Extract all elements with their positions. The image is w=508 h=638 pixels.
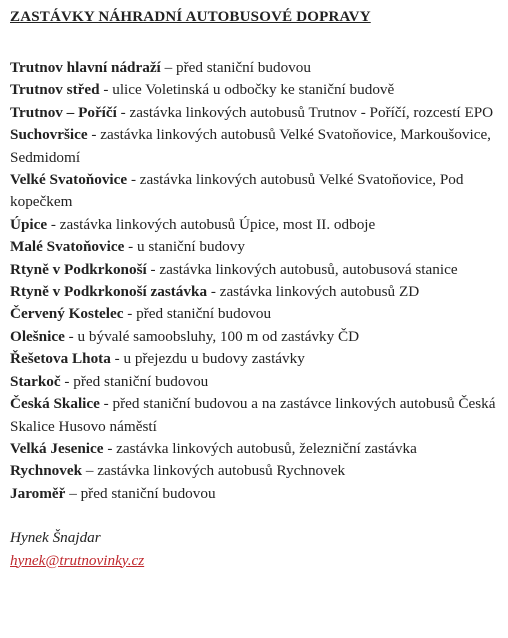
page-title: ZASTÁVKY NÁHRADNÍ AUTOBUSOVÉ DOPRAVY — [10, 9, 371, 25]
stop-description: - zastávka linkových autobusů ZD — [207, 283, 420, 301]
stop-name: Rtyně v Podkrkonoší — [10, 260, 147, 278]
list-item — [10, 393, 502, 438]
stop-name: Rtyně v Podkrkonoší zastávka — [10, 283, 208, 301]
author-name: Hynek Šnajdar — [10, 529, 101, 547]
stop-name: Velké Svatoňovice — [10, 171, 128, 189]
list-item — [10, 303, 502, 325]
stop-description: – zastávka linkových autobusů Rychnovek — [82, 462, 346, 480]
stop-name: Starkoč — [10, 372, 61, 390]
list-item — [10, 169, 502, 214]
stop-name: Červený Kostelec — [10, 305, 124, 323]
list-item — [10, 483, 502, 505]
list-item — [10, 214, 502, 236]
stop-name: Rychnovek — [10, 462, 83, 480]
stop-description: - u staniční budovy — [124, 238, 245, 256]
stop-description: - před staniční budovou — [60, 372, 209, 390]
stop-description: - ulice Voletinská u odbočky ke staniční budově — [99, 81, 395, 99]
list-item — [10, 281, 502, 303]
author-signature — [10, 527, 502, 572]
stop-name: Malé Svatoňovice — [10, 238, 125, 256]
stop-name: Trutnov hlavní nádraží — [10, 59, 161, 76]
list-item — [10, 57, 502, 79]
author-email-link[interactable]: hynek@trutnovinky.cz — [10, 551, 145, 569]
list-item — [10, 259, 502, 281]
stop-name: Trutnov – Poříčí — [10, 103, 117, 121]
list-item — [10, 326, 502, 348]
stop-name: Trutnov střed — [10, 81, 100, 99]
stop-description: – před staniční budovou — [160, 59, 311, 76]
stop-description: – před staniční budovou — [65, 484, 216, 502]
stop-name: Olešnice — [10, 327, 65, 345]
stop-description: - u bývalé samoobsluhy, 100 m od zastávky ČD — [64, 327, 360, 345]
stop-description: - zastávka linkových autobusů, autobusová stanice — [146, 260, 458, 278]
stop-description: - zastávka linkových autobusů, železniční zastávka — [103, 439, 417, 457]
stop-name: Úpice — [10, 215, 48, 233]
stop-description: - před staniční budovou — [123, 305, 272, 323]
stop-name: Česká Skalice — [10, 395, 100, 413]
list-item — [10, 236, 502, 258]
list-item — [10, 102, 502, 124]
stop-list — [10, 57, 502, 505]
list-item — [10, 348, 502, 370]
list-item — [10, 460, 502, 482]
list-item — [10, 371, 502, 393]
stop-description: - zastávka linkových autobusů Trutnov - Poříčí, rozcestí EPO — [116, 103, 494, 121]
stop-name: Velká Jesenice — [10, 439, 104, 457]
stop-name: Řešetova Lhota — [10, 350, 111, 368]
stop-description: - zastávka linkových autobusů Úpice, most II. odboje — [47, 215, 376, 233]
stop-description: - zastávka linkových autobusů Velké Svatoňovice, Markoušovice, Sedmidomí — [10, 126, 491, 166]
list-item — [10, 79, 502, 101]
stop-description: - zastávka linkových autobusů Velké Svatoňovice, Pod kopečkem — [10, 171, 464, 211]
list-item — [10, 438, 502, 460]
stop-name: Jaroměř — [10, 484, 66, 502]
stop-description: - před staniční budovou a na zastávce linkových autobusů Česká Skalice Husovo náměstí — [10, 395, 496, 435]
stop-description: - u přejezdu u budovy zastávky — [110, 350, 305, 368]
list-item — [10, 124, 502, 169]
stop-name: Suchovršice — [10, 126, 88, 144]
